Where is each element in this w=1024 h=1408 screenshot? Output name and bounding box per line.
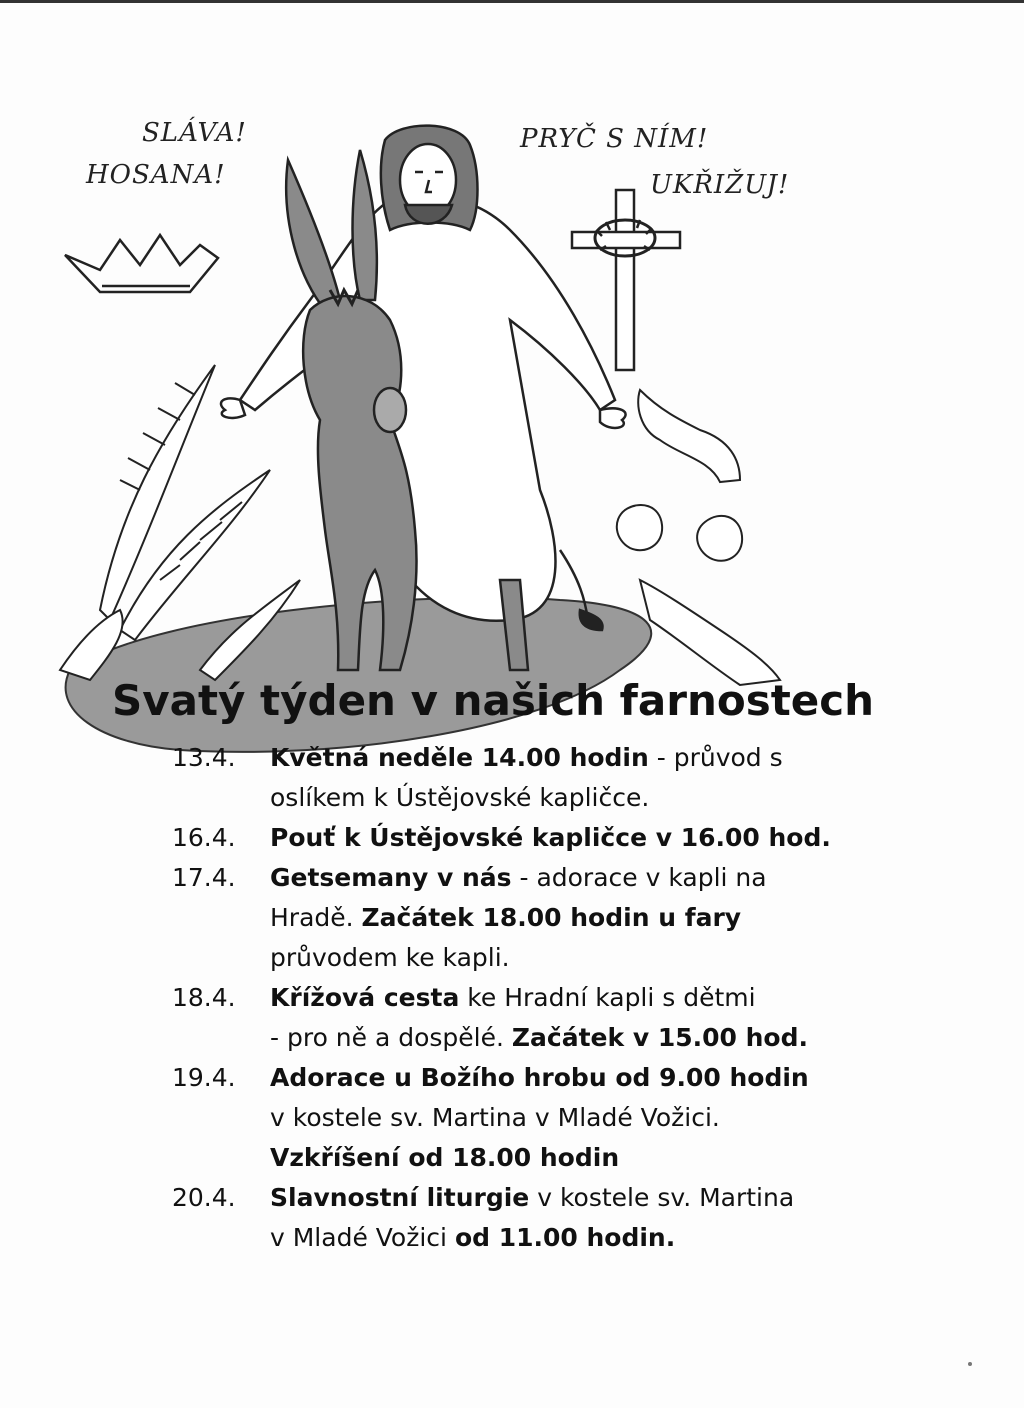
event-line <box>270 738 892 778</box>
event-date: 19.4. <box>172 1063 236 1092</box>
event-line <box>270 978 892 1018</box>
event-text: v Mladé Vožici <box>270 1223 455 1252</box>
event-line <box>270 938 892 978</box>
event-line <box>270 898 892 938</box>
scan-edge-line <box>0 0 1024 3</box>
event-item <box>172 1058 892 1178</box>
event-text-bold: Květná neděle <box>270 743 474 772</box>
event-text: v kostele sv. Martina v Mladé Vožici. <box>270 1103 720 1132</box>
event-text-bold: Vzkříšení od 18.00 hodin <box>270 1143 620 1172</box>
event-line <box>270 858 892 898</box>
event-text-bold: Adorace u Božího hrobu od 9.00 hodin <box>270 1063 809 1092</box>
event-text-bold: Křížová cesta <box>270 983 460 1012</box>
event-text-bold: Začátek v 15.00 hod. <box>511 1023 808 1052</box>
event-schedule <box>172 738 892 1258</box>
scan-speck <box>968 1362 972 1366</box>
event-item <box>172 738 892 818</box>
event-text: ke Hradní kapli s dětmi <box>459 983 756 1012</box>
event-line <box>270 1218 892 1258</box>
event-text: oslíkem k Ústějovské kapličce. <box>270 783 650 812</box>
event-line <box>270 1058 892 1098</box>
event-text: - adorace v kapli na <box>511 863 767 892</box>
event-line <box>270 1018 892 1058</box>
event-date: 20.4. <box>172 1183 236 1212</box>
event-item <box>172 818 892 858</box>
event-text-bold: Getsemany v nás <box>270 863 512 892</box>
event-date: 17.4. <box>172 863 236 892</box>
jesus-figure <box>221 126 626 621</box>
event-text: - průvod s <box>648 743 783 772</box>
event-text: v kostele sv. Martina <box>529 1183 795 1212</box>
event-text-bold: Začátek 18.00 hodin u fary <box>361 903 742 932</box>
event-date: 13.4. <box>172 743 236 772</box>
event-text: průvodem ke kapli. <box>270 943 510 972</box>
event-line <box>270 818 892 858</box>
event-item <box>172 978 892 1058</box>
event-line <box>270 1178 892 1218</box>
event-line <box>270 778 892 818</box>
caption-slava: SLÁVA! <box>142 118 247 148</box>
caption-hosana: HOSANA! <box>86 160 226 190</box>
caption-pryc-s-nim: PRYČ S NÍM! <box>520 124 709 154</box>
event-date: 16.4. <box>172 823 236 852</box>
event-text-bold: Pouť k Ústějovské kapličce v 16.00 hod. <box>270 823 831 852</box>
event-text: - pro ně a dospělé. <box>270 1023 512 1052</box>
event-line <box>270 1098 892 1138</box>
caption-ukrizuj: UKŘIŽUJ! <box>650 170 790 200</box>
event-text-bold: 14.00 hodin <box>473 743 649 772</box>
palm-sunday-illustration <box>40 110 860 770</box>
event-item <box>172 1178 892 1258</box>
event-item <box>172 858 892 978</box>
event-text-bold: od 11.00 hodin. <box>454 1223 676 1252</box>
page-title: Svatý týden v našich farnostech <box>112 676 875 725</box>
event-text-bold: Slavnostní liturgie <box>270 1183 530 1212</box>
event-line <box>270 1138 892 1178</box>
crown-icon <box>65 235 218 292</box>
event-date: 18.4. <box>172 983 236 1012</box>
event-text: Hradě. <box>270 903 362 932</box>
